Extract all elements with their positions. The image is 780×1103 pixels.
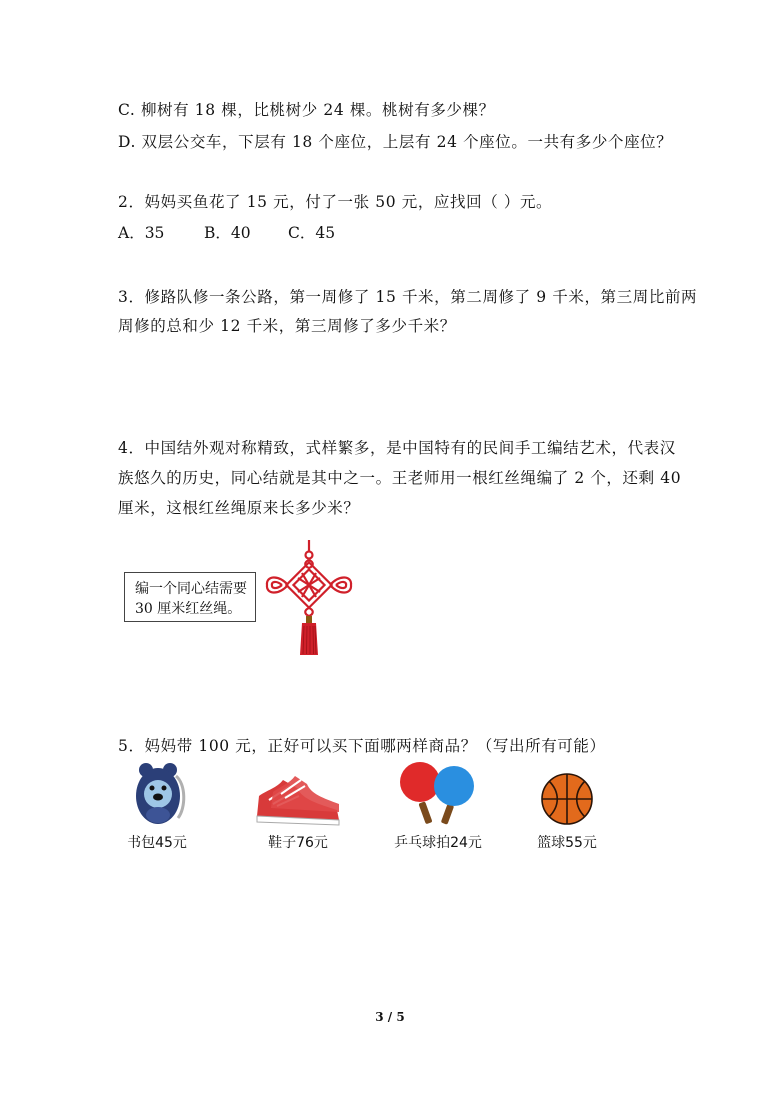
product-shoes <box>250 770 346 852</box>
backpack-icon <box>124 760 190 828</box>
q4-line1: 4．中国结外观对称精致，式样繁多，是中国特有的民间手工编结艺术，代表汉 <box>118 439 676 457</box>
q3-line1: 3．修路队修一条公路，第一周修了 15 千米，第二周修了 9 千米，第三周比前两 <box>118 288 698 306</box>
product-label: 书包45元 <box>127 835 187 851</box>
note-line1: 编一个同心结需要 <box>135 581 247 597</box>
shoes-icon <box>253 770 343 828</box>
q2-option-a: A．35 <box>118 224 165 242</box>
q3-line2: 周修的总和少 12 千米，第三周修了多少千米？ <box>118 317 456 335</box>
product-paddles <box>388 758 488 852</box>
product-backpack <box>112 760 202 852</box>
basketball-icon <box>540 772 594 828</box>
q4-line2: 族悠久的历史，同心结就是其中之一。王老师用一根红丝绳编了 2 个，还剩 40 <box>118 469 682 487</box>
product-label: 乒乓球拍24元 <box>394 835 482 851</box>
q1-option-c: C. 柳树有 18 棵，比桃树少 24 棵。桃树有多少棵？ <box>118 101 495 119</box>
chinese-knot-icon <box>262 538 358 656</box>
q2-option-c: C．45 <box>288 224 336 242</box>
q2-text: 2．妈妈买鱼花了 15 元，付了一张 50 元，应找回（ ）元。 <box>118 193 553 211</box>
q1-option-d: D. 双层公交车，下层有 18 个座位，上层有 24 个座位。一共有多少个座位？ <box>118 133 673 151</box>
ping-pong-paddles-icon <box>392 758 484 828</box>
q5-text: 5．妈妈带 100 元，正好可以买下面哪两样商品？（写出所有可能） <box>118 737 606 755</box>
note-line2: 30 厘米红丝绳。 <box>135 601 242 617</box>
product-label: 鞋子76元 <box>268 835 328 851</box>
product-label: 篮球55元 <box>537 835 597 851</box>
page-number: 3 / 5 <box>375 1010 405 1024</box>
product-basketball <box>530 772 604 852</box>
q2-option-b: B．40 <box>204 224 251 242</box>
q4-line3: 厘米，这根红丝绳原来长多少米？ <box>118 499 360 517</box>
knot-note-box <box>124 572 256 622</box>
